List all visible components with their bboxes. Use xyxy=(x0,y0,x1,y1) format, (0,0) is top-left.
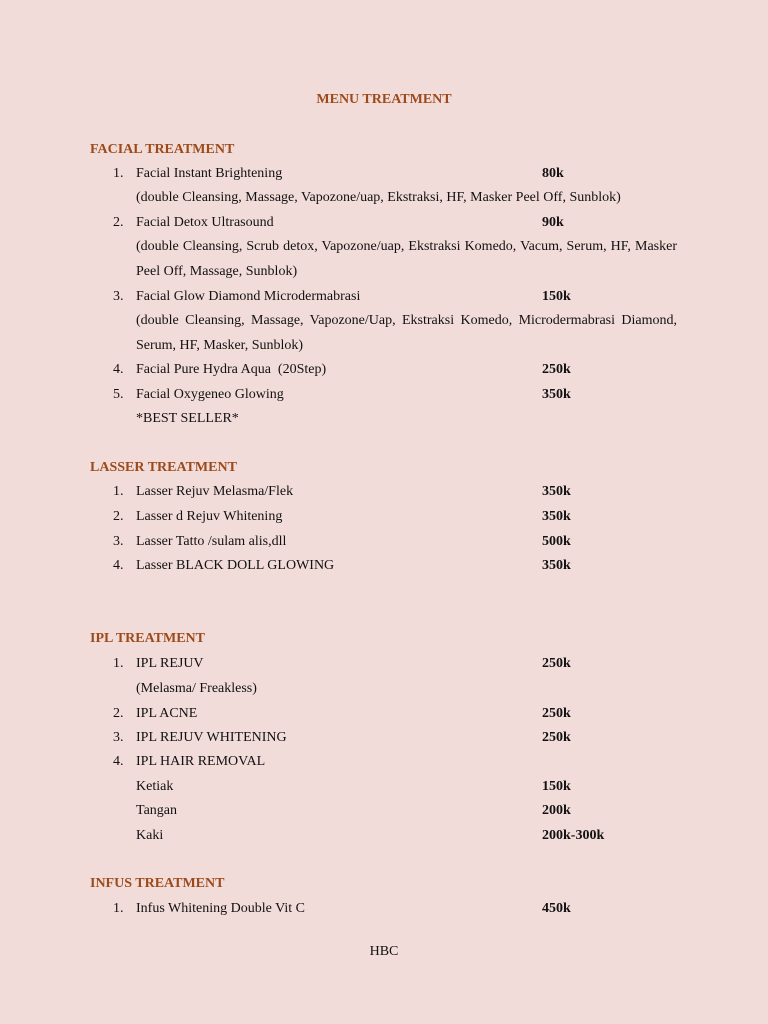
item-description: (double Cleansing, Massage, Vapozone/uap, Ekstraksi, HF, Masker Peel Off, Sunblok) xyxy=(136,190,621,205)
laser-heading: LASSER TREATMENT xyxy=(90,460,237,475)
item-description: (double Cleansing, Massage, Vapozone/Uap, Ekstraksi Komedo, Microdermabrasi Diamond, Serum, HF, Masker, Sunblok) xyxy=(136,313,677,353)
item-name: Facial Pure Hydra Aqua (20Step) xyxy=(136,362,327,377)
infus-heading: INFUS TREATMENT xyxy=(90,876,225,891)
item-number: 1. xyxy=(113,484,124,499)
item-number: 3. xyxy=(113,534,124,549)
footer-text: HBC xyxy=(369,944,399,959)
item-price: 250k xyxy=(542,730,571,745)
item-name: Infus Whitening Double Vit C xyxy=(136,901,305,916)
item-number: 5. xyxy=(113,387,124,402)
item-name: IPL ACNE xyxy=(136,706,198,721)
item-name: Lasser d Rejuv Whitening xyxy=(136,509,283,524)
item-name: IPL HAIR REMOVAL xyxy=(136,754,266,769)
sub-item-name: Kaki xyxy=(136,828,164,843)
item-price: 80k xyxy=(542,166,564,181)
ipl-heading: IPL TREATMENT xyxy=(90,631,206,646)
item-number: 4. xyxy=(113,754,124,769)
item-number: 1. xyxy=(113,901,124,916)
item-name: Facial Detox Ultrasound xyxy=(136,215,274,230)
item-number: 1. xyxy=(113,166,124,181)
sub-item-price: 200k-300k xyxy=(542,828,605,843)
item-price: 150k xyxy=(542,289,571,304)
item-number: 3. xyxy=(113,730,124,745)
item-name: Facial Glow Diamond Microdermabrasi xyxy=(136,289,361,304)
item-name: Lasser Tatto /sulam alis,dll xyxy=(136,534,287,549)
facial-heading: FACIAL TREATMENT xyxy=(90,142,235,157)
item-price: 350k xyxy=(542,387,571,402)
item-number: 2. xyxy=(113,509,124,524)
item-note: (Melasma/ Freakless) xyxy=(136,681,257,696)
sub-item-price: 150k xyxy=(542,779,571,794)
item-price: 350k xyxy=(542,558,571,573)
sub-item-name: Tangan xyxy=(136,803,178,818)
sub-item-name: Ketiak xyxy=(136,779,174,794)
item-description: (double Cleansing, Scrub detox, Vapozone/uap, Ekstraksi Komedo, Vacum, Serum, HF, Masker Peel Off, Massage, Sunblok) xyxy=(136,239,677,279)
item-name: Facial Oxygeneo Glowing xyxy=(136,387,284,402)
item-number: 4. xyxy=(113,362,124,377)
item-name: Lasser BLACK DOLL GLOWING xyxy=(136,558,335,573)
item-number: 2. xyxy=(113,706,124,721)
item-price: 500k xyxy=(542,534,571,549)
page-title: MENU TREATMENT xyxy=(316,92,452,107)
item-note: *BEST SELLER* xyxy=(136,411,239,426)
item-price: 350k xyxy=(542,509,571,524)
item-name: Lasser Rejuv Melasma/Flek xyxy=(136,484,294,499)
item-price: 90k xyxy=(542,215,564,230)
item-number: 2. xyxy=(113,215,124,230)
item-price: 450k xyxy=(542,901,571,916)
item-number: 1. xyxy=(113,656,124,671)
item-price: 250k xyxy=(542,362,571,377)
item-name: IPL REJUV xyxy=(136,656,204,671)
item-number: 4. xyxy=(113,558,124,573)
item-price: 250k xyxy=(542,656,571,671)
sub-item-price: 200k xyxy=(542,803,571,818)
item-number: 3. xyxy=(113,289,124,304)
item-price: 350k xyxy=(542,484,571,499)
item-name: Facial Instant Brightening xyxy=(136,166,283,181)
item-price: 250k xyxy=(542,706,571,721)
item-name: IPL REJUV WHITENING xyxy=(136,730,287,745)
